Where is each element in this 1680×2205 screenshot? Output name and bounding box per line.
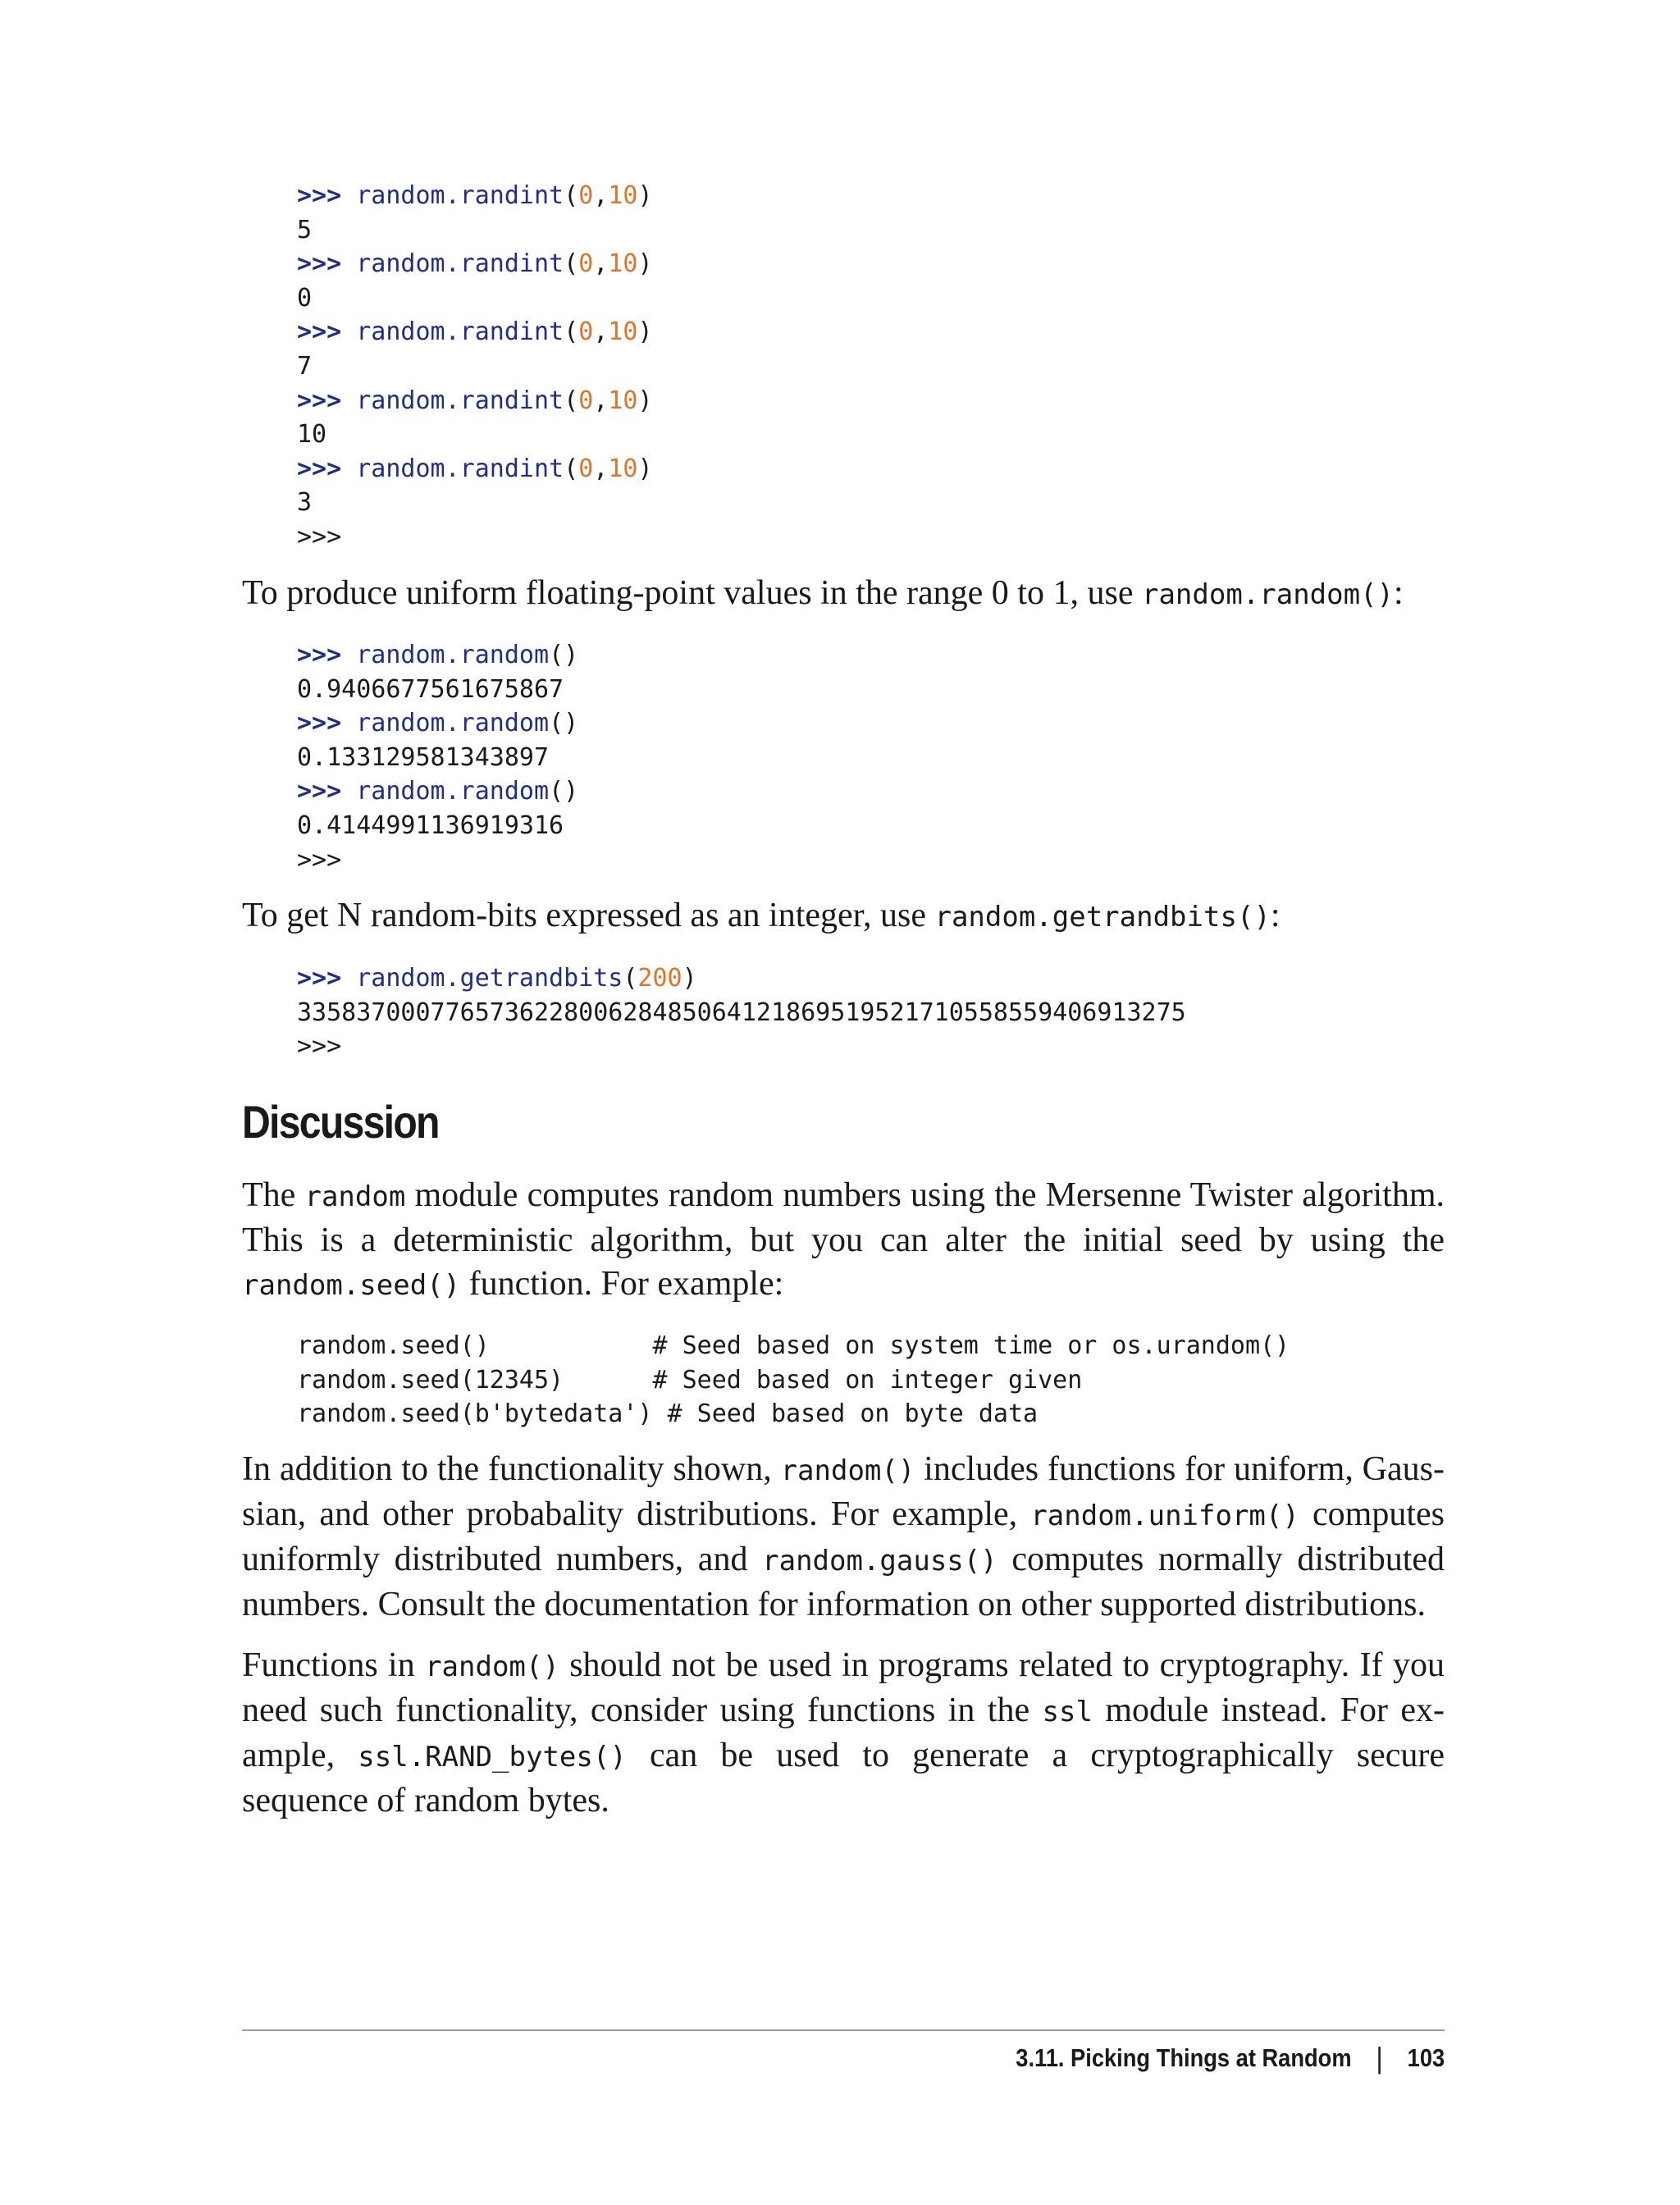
code-block-randint [297, 179, 653, 555]
code-prompt: >>> [297, 454, 342, 483]
code-number: 0 [578, 317, 594, 347]
code-function: random.randint [356, 249, 564, 279]
code-output: 5 [297, 215, 313, 244]
code-prompt: >>> [297, 777, 342, 806]
inline-code: ssl.RAND_bytes() [358, 1741, 627, 1774]
code-output: 0.133129581343897 [297, 742, 550, 772]
code-function: random.random [356, 641, 550, 669]
inline-code: random() [780, 1454, 915, 1487]
code-punct: ) [682, 964, 697, 993]
code-punct: ( [564, 317, 579, 347]
code-number: 0 [578, 181, 594, 210]
code-number: 0 [578, 249, 594, 279]
paragraph-distributions [242, 1448, 1445, 1627]
code-punct: , [593, 317, 609, 347]
code-prompt: >>> [297, 641, 342, 669]
footer-divider [242, 2029, 1445, 2031]
code-number: 10 [608, 317, 638, 347]
code-punct: ) [637, 249, 653, 279]
code-output: 0.4144991136919316 [297, 810, 564, 840]
code-number: 10 [608, 181, 638, 210]
text: should not be used in programs related to cryptography. If you need such functionality, consider using functions in the [242, 1646, 1445, 1729]
paragraph-cryptography [242, 1644, 1445, 1823]
code-line [297, 247, 653, 281]
code-punct: ( [564, 386, 579, 415]
code-prompt: >>> [297, 386, 342, 415]
code-block-getrandbits [297, 961, 1186, 1064]
code-number: 10 [608, 386, 638, 415]
footer-section-title: 3.11. Picking Things at Random [1016, 2043, 1352, 2072]
code-number: 200 [637, 964, 682, 993]
code-number: 10 [608, 454, 638, 483]
code-function: random.randint [356, 317, 564, 347]
code-line [297, 179, 653, 213]
code-number: 10 [608, 249, 638, 279]
code-function: random.random [356, 777, 550, 806]
code-punct: ( [564, 249, 579, 279]
code-punct: , [593, 386, 609, 415]
code-output: 10 [297, 420, 327, 450]
text: computes uniformly distributed numbers, and [242, 1495, 1445, 1578]
text: Functions in [242, 1646, 426, 1684]
inline-code: random.uniform() [1030, 1500, 1299, 1532]
page-footer [1016, 2041, 1445, 2075]
paragraph-mersenne [242, 1174, 1445, 1308]
code-punct: () [549, 709, 579, 738]
page-number: 103 [1407, 2043, 1445, 2072]
code-output: 7 [297, 351, 313, 381]
text: : [1394, 574, 1404, 612]
text: computes normally distributed numbers. Consult the documentation for information on other supported distributions. [242, 1541, 1445, 1623]
code-punct: ( [564, 181, 579, 210]
section-heading: Discussion [242, 1096, 439, 1148]
inline-code: ssl [1042, 1696, 1093, 1728]
code-prompt: >>> [297, 964, 342, 993]
code-line [297, 961, 1186, 996]
code-number: 0 [578, 454, 594, 483]
text: includes functions for uniform, Gaussian, and other probabality distributions. For example, [242, 1450, 1445, 1533]
paragraph-getrandbits [242, 894, 1445, 939]
footer-separator: | [1376, 2041, 1383, 2075]
code-prompt: >>> [297, 181, 342, 210]
inline-code: random.getrandbits() [934, 901, 1271, 934]
code-output: >>> [297, 1032, 342, 1061]
text: To produce uniform floating-point values in the range 0 to 1, use [242, 574, 1142, 612]
text: module computes random numbers using the Mersenne Twister algorithm. This is a deterministic algorithm, but you can alter the initial seed by using the [242, 1176, 1445, 1259]
code-line [297, 315, 653, 349]
code-function: random.getrandbits [356, 964, 623, 993]
code-output: random.seed(12345) # Seed based on integer given [297, 1365, 1083, 1395]
code-line [297, 638, 578, 673]
code-function: random.randint [356, 454, 564, 483]
text: The [242, 1176, 305, 1214]
code-line [297, 706, 578, 741]
code-function: random.random [356, 709, 550, 738]
code-function: random.randint [356, 181, 564, 210]
code-punct: , [593, 454, 609, 483]
inline-code: random.gauss() [762, 1545, 998, 1577]
inline-code: random() [425, 1650, 559, 1683]
code-number: 0 [578, 386, 594, 415]
code-punct: ( [623, 964, 638, 993]
code-output: 335837000776573622800628485064121869519521710558559406913275 [297, 998, 1186, 1027]
paragraph-random-float [242, 572, 1445, 617]
text: In addition to the functionality shown, [242, 1450, 781, 1488]
inline-code: random.seed() [242, 1269, 461, 1302]
code-punct: ) [637, 181, 653, 210]
code-block-random [297, 638, 578, 877]
code-output: random.seed() # Seed based on system time or os.urandom() [297, 1331, 1290, 1360]
code-function: random.randint [356, 386, 564, 415]
code-output: 0 [297, 283, 313, 313]
code-prompt: >>> [297, 317, 342, 347]
code-block-seed [297, 1329, 1290, 1431]
code-punct: ) [637, 454, 653, 483]
code-punct: ( [564, 454, 579, 483]
code-prompt: >>> [297, 709, 342, 738]
code-line [297, 384, 653, 418]
inline-code: random [304, 1180, 406, 1213]
text: module instead. For example, [242, 1691, 1445, 1774]
inline-code: random.random() [1141, 578, 1395, 611]
code-output: 0.9406677561675867 [297, 674, 564, 704]
text: : [1270, 897, 1281, 934]
code-punct: () [549, 777, 579, 806]
code-prompt: >>> [297, 249, 342, 279]
code-line [297, 452, 653, 486]
code-punct: ) [637, 317, 653, 347]
text: can be used to generate a cryptographically secure sequence of random bytes. [242, 1737, 1445, 1819]
code-punct: () [549, 641, 579, 669]
code-line [297, 774, 578, 809]
code-output: 3 [297, 488, 313, 518]
code-punct: ) [637, 386, 653, 415]
code-punct: , [593, 249, 609, 279]
code-output: >>> [297, 522, 342, 551]
text: function. For example: [460, 1265, 784, 1303]
code-punct: , [593, 181, 609, 210]
code-output: random.seed(b'bytedata') # Seed based on byte data [297, 1399, 1039, 1429]
text: To get N random-bits expressed as an integer, use [242, 897, 935, 934]
code-output: >>> [297, 845, 342, 874]
